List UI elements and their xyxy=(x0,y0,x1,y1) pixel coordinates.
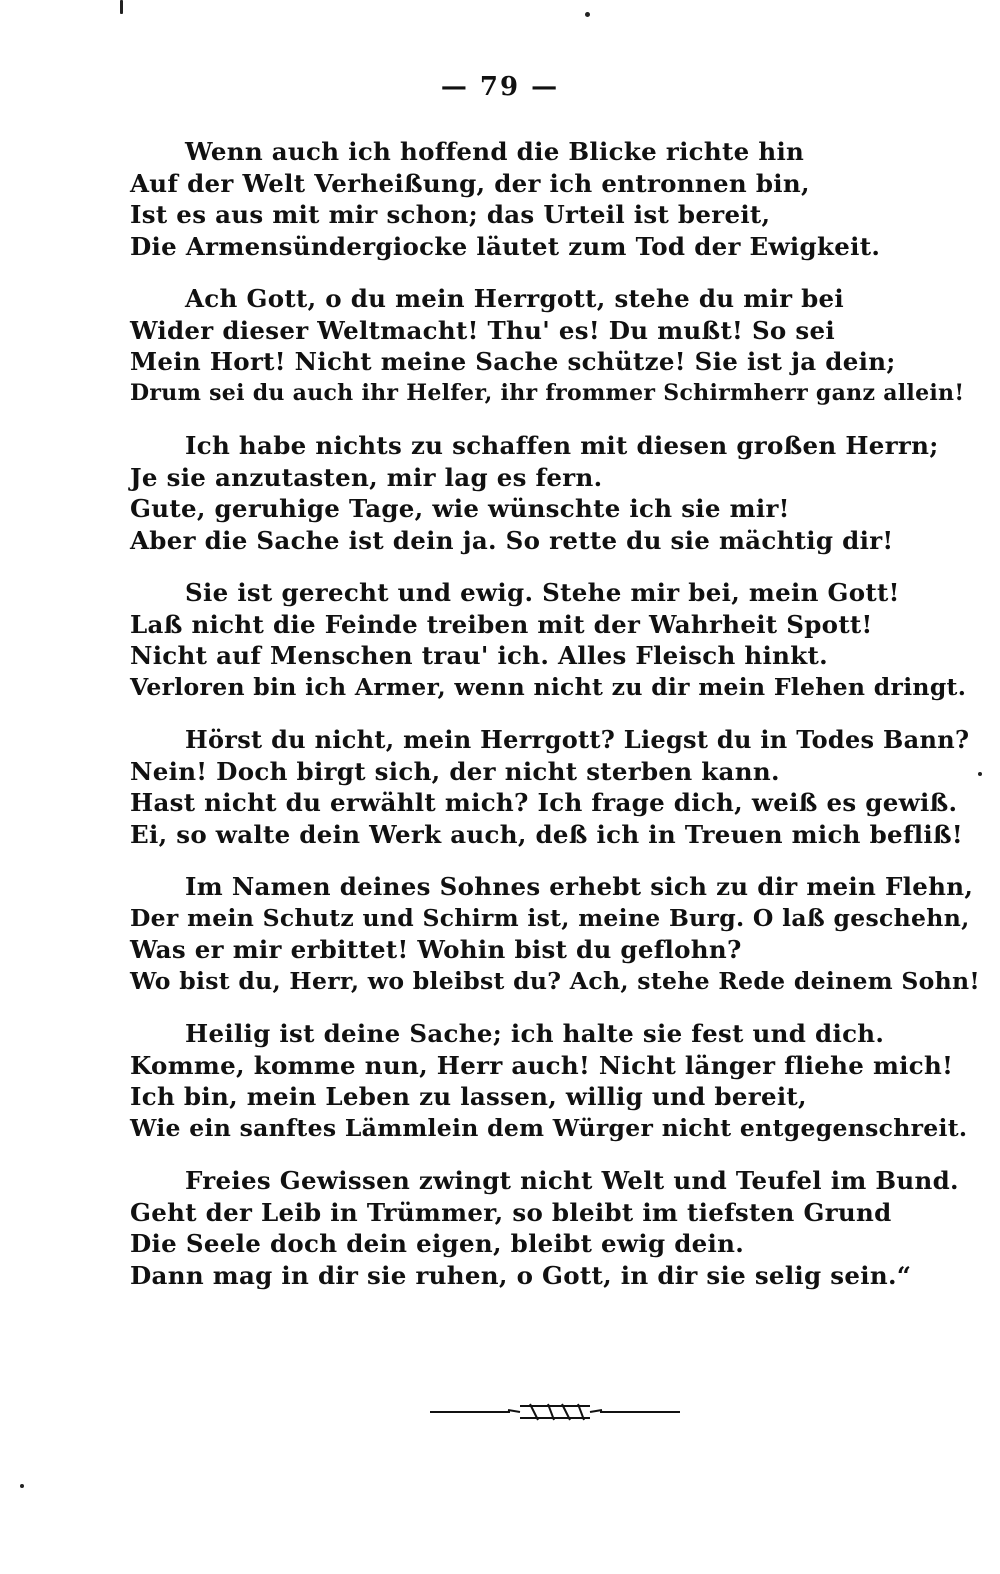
verse-line: Die Armensündergiocke läutet zum Tod der Ewigkeit. xyxy=(130,231,881,261)
stanza xyxy=(130,577,980,703)
verse-line: Sie ist gerecht und ewig. Stehe mir bei, mein Gott! xyxy=(185,578,900,607)
verse-line: Je sie anzutasten, mir lag es fern. xyxy=(130,462,603,492)
verse-line: Nein! Doch birgt sich, der nicht sterben kann. xyxy=(130,756,780,786)
verse-line: Geht der Leib in Trümmer, so bleibt im tiefsten Grund xyxy=(130,1197,892,1227)
verse-line: Dann mag in dir sie ruhen, o Gott, in dir sie selig sein.“ xyxy=(130,1260,912,1290)
verse-line: Hast nicht du erwählt mich? Ich frage dich, weiß es gewiß. xyxy=(130,788,958,817)
verse-line: Auf der Welt Verheißung, der ich entronnen bin, xyxy=(130,168,810,198)
verse-line: Heilig ist deine Sache; ich halte sie fest und dich. xyxy=(185,1019,885,1048)
verse-line: Was er mir erbittet! Wohin bist du geflohn? xyxy=(130,935,742,964)
scan-speck xyxy=(585,12,590,17)
stanza xyxy=(130,283,980,409)
scan-speck xyxy=(120,0,123,14)
verse-line: Wo bist du, Herr, wo bleibst du? Ach, stehe Rede deinem Sohn! xyxy=(130,966,981,995)
stanza xyxy=(130,430,980,556)
verse-line: Gute, geruhige Tage, wie wünschte ich sie mir! xyxy=(130,494,790,523)
verse-line: Wie ein sanftes Lämmlein dem Würger nicht entgegenschreit. xyxy=(130,1113,968,1142)
verse-line: Mein Hort! Nicht meine Sache schütze! Sie ist ja dein; xyxy=(130,347,896,376)
verse-line: Die Seele doch dein eigen, bleibt ewig dein. xyxy=(130,1229,745,1258)
verse-line: Wider dieser Weltmacht! Thu' es! Du mußt! So sei xyxy=(130,315,835,345)
verse-line: Ich habe nichts zu schaffen mit diesen großen Herrn; xyxy=(185,431,939,460)
verse-line: Komme, komme nun, Herr auch! Nicht länger fliehe mich! xyxy=(130,1050,954,1080)
verse-line: Aber die Sache ist dein ja. So rette du sie mächtig dir! xyxy=(130,525,894,555)
verse-line: Im Namen deines Sohnes erhebt sich zu dir mein Flehn, xyxy=(185,872,974,901)
page-number: — 79 — xyxy=(440,72,560,102)
verse-line: Freies Gewissen zwingt nicht Welt und Teufel im Bund. xyxy=(185,1166,959,1195)
verse-line: Nicht auf Menschen trau' ich. Alles Fleisch hinkt. xyxy=(130,641,828,670)
verse-line: Ich bin, mein Leben zu lassen, willig und bereit, xyxy=(130,1082,807,1111)
ornament-divider xyxy=(430,1400,680,1424)
scan-speck xyxy=(978,772,982,776)
stanza xyxy=(130,1018,980,1144)
verse-line: Ei, so walte dein Werk auch, deß ich in Treuen mich befliß! xyxy=(130,819,963,849)
verse-line: Ist es aus mit mir schon; das Urteil ist bereit, xyxy=(130,200,771,229)
stanza xyxy=(130,871,980,997)
verse-line: Wenn auch ich hoffend die Blicke richte hin xyxy=(185,137,805,166)
verse-line: Der mein Schutz und Schirm ist, meine Burg. O laß geschehn, xyxy=(130,903,970,932)
verse-line: Verloren bin ich Armer, wenn nicht zu dir mein Flehen dringt. xyxy=(130,672,967,701)
verse-line: Hörst du nicht, mein Herrgott? Liegst du in Todes Bann? xyxy=(185,725,970,754)
verse-line: Drum sei du auch ihr Helfer, ihr frommer Schirmherr ganz allein! xyxy=(130,379,965,406)
stanza xyxy=(130,1165,980,1291)
stanza xyxy=(130,724,980,850)
verse-line: Ach Gott, o du mein Herrgott, stehe du mir bei xyxy=(185,284,845,313)
verse-line: Laß nicht die Feinde treiben mit der Wahrheit Spott! xyxy=(130,609,873,639)
stanza xyxy=(130,136,980,262)
poem xyxy=(130,136,980,1312)
scan-speck xyxy=(20,1484,24,1488)
